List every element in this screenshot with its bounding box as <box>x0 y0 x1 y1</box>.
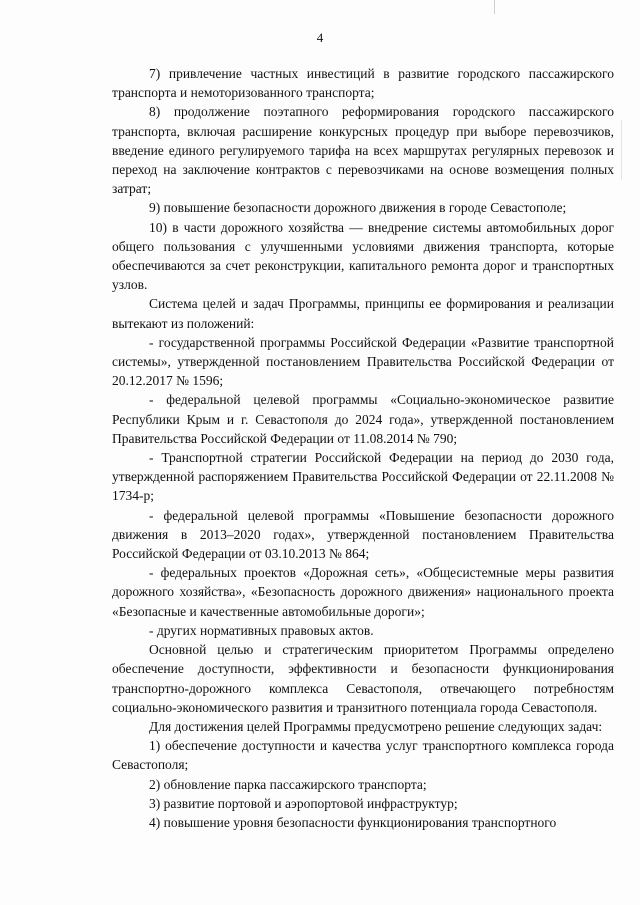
document-body <box>112 64 614 832</box>
list-item-federal-program-crimea: - федеральной целевой программы «Социально-экономическое развитие Республики Крым и г. Севастополя до 2024 года», утвержденной постановлением Правительства Российской Федерации от 11.08.2014 № 790; <box>112 392 614 446</box>
task-item-4: 4) повышение уровня безопасности функционирования транспортного <box>149 814 557 830</box>
scan-artifact-line <box>494 0 495 14</box>
task-item-2: 2) обновление парка пассажирского транспорта; <box>149 776 427 792</box>
paragraph-item-8: 8) продолжение поэтапного реформирования городского пассажирского транспорта, включая расширение конкурсных процедур при выборе перевозчиков, введение единого регулируемого тарифа на всех маршрутах регулярных перевозок и переход на заключение контрактов с перевозчиками на основе возмещения полных затрат; <box>112 104 614 197</box>
paragraph-item-10: 10) в части дорожного хозяйства — внедрение системы автомобильных дорог общего пользования с улучшенными условиями движения транспорта, которые обеспечиваются за счет реконструкции, капитального ремонта дорог и транспортных узлов. <box>112 219 614 293</box>
page-number: 4 <box>316 30 324 45</box>
list-item-other-acts: - других нормативных правовых актов. <box>149 622 374 638</box>
paragraph-main-goal: Основной целью и стратегическим приоритетом Программы определено обеспечение доступности, эффективности и безопасности функционирования транспортно-дорожного комплекса Севастополя, отвечающего потребностям социально-экономического развития и транзитного потенциала города Севастополя. <box>112 642 614 715</box>
list-item-transport-strategy: - Транспортной стратегии Российской Федерации на период до 2030 года, утвержденной распоряжением Правительства Российской Федерации от 22.11.2008 № 1734-р; <box>112 450 614 504</box>
list-item-road-safety-program: - федеральной целевой программы «Повышение безопасности дорожного движения в 2013–2020 годах», утвержденной постановлением Правительства Российской Федерации от 03.10.2013 № 864; <box>112 507 614 562</box>
paragraph-item-7: 7) привлечение частных инвестиций в развитие городского пассажирского транспорта и немоторизованного транспорта; <box>112 66 614 101</box>
task-item-1: 1) обеспечение доступности и качества услуг транспортного комплекса города Севастополя; <box>112 738 614 773</box>
paragraph-item-9: 9) повышение безопасности дорожного движения в городе Севастополе; <box>149 200 567 216</box>
list-item-state-program: - государственной программы Российской Федерации «Развитие транспортной системы», утвержденной постановлением Правительства Российской Федерации от 20.12.2017 № 1596; <box>112 334 614 389</box>
task-item-3: 3) развитие портовой и аэропортовой инфраструктур; <box>149 795 458 811</box>
list-item-federal-projects: - федеральных проектов «Дорожная сеть», «Общесистемные меры развития дорожного хозяйства», «Безопасность дорожного движения» национального проекта «Безопасные и качественные автомобильные дороги»; <box>112 565 614 619</box>
paragraph-tasks-intro: Для достижения целей Программы предусмотрено решение следующих задач: <box>149 718 603 734</box>
paragraph-goals-intro: Система целей и задач Программы, принципы ее формирования и реализации вытекают из положений: <box>112 296 614 331</box>
scan-artifact-line <box>621 120 622 180</box>
